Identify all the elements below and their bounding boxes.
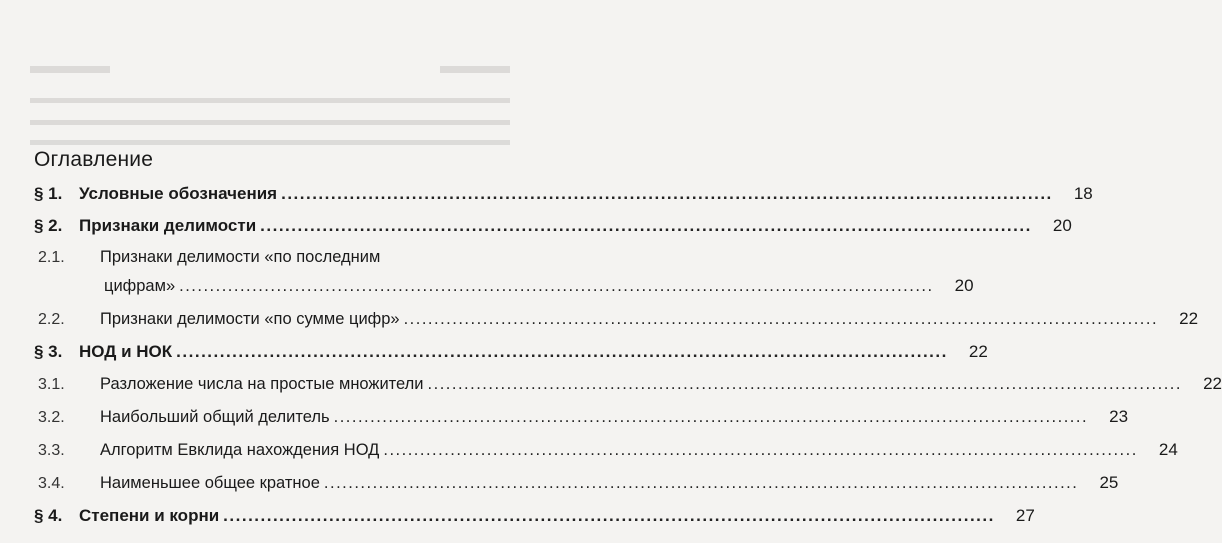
subsection-title: Наименьшее общее кратное (100, 474, 320, 492)
toc-entry-section-4[interactable] (34, 504, 1035, 527)
toc-entry-subsection-3-1[interactable] (34, 372, 1222, 396)
section-title: Условные обозначения (79, 184, 278, 203)
toc-entry-subsection-3-4[interactable] (34, 471, 1119, 495)
subsection-number: 2.2. (38, 311, 65, 328)
section-number: § 4. (34, 506, 63, 525)
toc-entry-section-1[interactable] (34, 182, 1093, 205)
dot-leader (404, 308, 1158, 331)
page-number: 27 (1015, 506, 1035, 525)
subsection-number: 3.4. (38, 475, 65, 492)
dot-leader (260, 214, 1032, 237)
toc-entry-subsection-3-2[interactable] (34, 405, 1129, 429)
toc-entry-subsection-2-2[interactable] (34, 307, 1199, 331)
toc-entry-section-2[interactable] (34, 214, 1072, 237)
page-number: 20 (1052, 216, 1072, 235)
subsection-title-line-1: Признаки делимости «по последним (100, 248, 381, 266)
page-number: 24 (1158, 440, 1178, 459)
toc-entry-section-3[interactable] (34, 340, 988, 363)
section-number: § 2. (34, 216, 63, 235)
dot-leader (179, 275, 933, 298)
page-number: 23 (1109, 407, 1129, 426)
page-number: 20 (954, 276, 974, 295)
subsection-number: 3.3. (38, 442, 65, 459)
subsection-title: Алгоритм Евклида нахождения НОД (100, 441, 380, 459)
section-number: § 1. (34, 184, 63, 203)
dot-leader (223, 504, 995, 527)
section-title: НОД и НОК (79, 342, 173, 361)
page-number: 22 (968, 342, 988, 361)
toc-entry-subsection-3-3[interactable] (34, 438, 1178, 462)
section-number: § 3. (34, 342, 63, 361)
subsection-number: 3.2. (38, 409, 65, 426)
subsection-title: Признаки делимости «по сумме цифр» (100, 310, 400, 328)
subsection-title: Наибольший общий делитель (100, 408, 330, 426)
subsection-title: Разложение числа на простые множители (100, 375, 424, 393)
section-title: Степени и корни (79, 506, 220, 525)
table-of-contents (34, 148, 1222, 527)
page-number: 25 (1099, 473, 1119, 492)
dot-leader (281, 182, 1053, 205)
subsection-number: 2.1. (38, 249, 65, 266)
page-number: 22 (1203, 374, 1222, 393)
dot-leader (176, 340, 948, 363)
dot-leader (383, 439, 1137, 462)
section-title: Признаки делимости (79, 216, 257, 235)
dot-leader (428, 373, 1182, 396)
page-number: 18 (1073, 184, 1093, 203)
toc-entry-subsection-2-1[interactable] (34, 246, 974, 298)
subsection-title-line-2: цифрам» (104, 277, 176, 295)
toc-title: Оглавление (34, 148, 154, 171)
page-number: 22 (1179, 309, 1199, 328)
dot-leader (324, 472, 1078, 495)
subsection-number: 3.1. (38, 376, 65, 393)
dot-leader (334, 406, 1088, 429)
